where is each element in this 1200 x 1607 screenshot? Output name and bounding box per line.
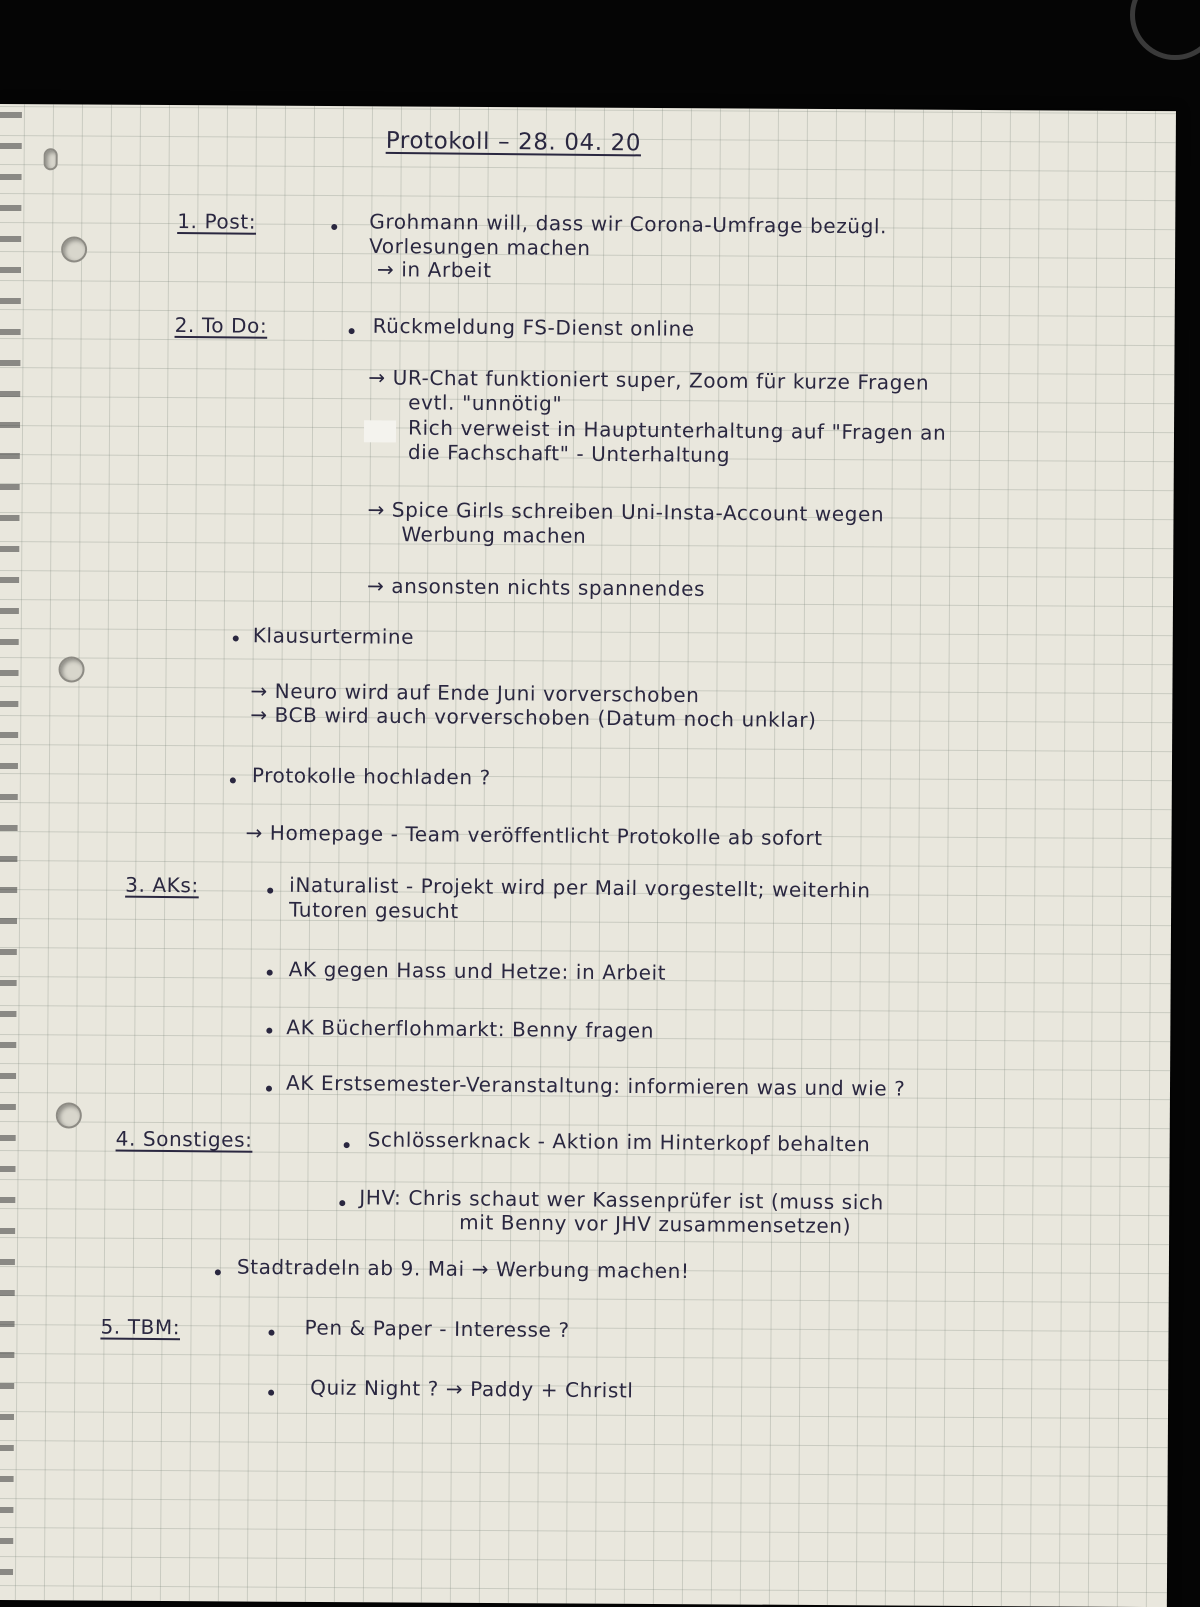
note-line: evtl. "unnötig" [408,390,563,416]
notebook-page [0,104,1176,1607]
note-line: → Spice Girls schreiben Uni-Insta-Account wegen [367,497,885,527]
note-line: → UR-Chat funktioniert super, Zoom für kurze Fragen [368,365,930,395]
note-line: Rückmeldung FS-Dienst online [372,313,695,341]
bullet [266,1028,272,1034]
bullet [215,1269,221,1275]
note-line: AK Bücherflohmarkt: Benny fragen [286,1015,655,1043]
bullet [344,1142,350,1148]
note-line: Klausurtermine [252,623,415,649]
page-title: Protokoll – 28. 04. 20 [385,127,642,157]
section-heading-post: 1. Post: [177,208,257,234]
punch-hole [61,236,87,262]
note-line: → Neuro wird auf Ende Juni vorverschoben [250,678,700,708]
note-line: Protokolle hochladen ? [251,763,491,790]
note-line: AK gegen Hass und Hetze: in Arbeit [288,957,667,985]
bullet [268,1390,274,1396]
punch-hole [58,656,84,682]
punch-hole [56,1102,82,1128]
spiral-perforation [0,104,22,1600]
punch-hole [44,148,58,170]
note-line: Vorlesungen machen [369,233,591,260]
note-line: → Homepage - Team veröffentlicht Protokolle ab sofort [245,820,823,851]
bullet [267,970,273,976]
bullet [233,635,239,641]
note-line: die Fachschaft" - Unterhaltung [407,439,731,468]
note-line: Pen & Paper - Interesse ? [304,1315,570,1342]
note-line: AK Erstsemester-Veranstaltung: informieren was und wie ? [285,1070,906,1101]
bullet [230,777,236,783]
note-line: Grohmann will, dass wir Corona-Umfrage bezügl. [369,209,888,239]
note-line: → in Arbeit [376,257,492,283]
bullet [267,888,273,894]
binder-ring-corner [1130,0,1200,60]
note-line: Tutoren gesucht [288,897,459,924]
note-line: Quiz Night ? → Paddy + Christl [310,1375,634,1403]
note-line: Werbung machen [401,522,587,548]
bullet [266,1086,272,1092]
section-heading-aks: 3. AKs: [125,872,199,898]
section-heading-sonstiges: 4. Sonstiges: [115,1126,253,1152]
note-line: → ansonsten nichts spannendes [366,573,706,601]
note-line: Stadtradeln ab 9. Mai → Werbung machen! [236,1254,690,1284]
note-line: Schlösserknack - Aktion im Hinterkopf behalten [367,1127,871,1157]
correction-fluid-mark [364,420,396,442]
bullet [331,224,337,230]
note-line: mit Benny vor JHV zusammensetzen) [459,1210,852,1238]
section-heading-tbm: 5. TBM: [100,1314,181,1340]
bullet [349,328,355,334]
bullet [339,1200,345,1206]
note-line: → BCB wird auch vorverschoben (Datum noch unklar) [250,702,817,732]
section-heading-todo: 2. To Do: [174,312,268,338]
note-line: iNaturalist - Projekt wird per Mail vorgestellt; weiterhin [289,872,871,903]
note-line: Rich verweist in Hauptunterhaltung auf "Fragen an [407,415,947,445]
bullet [268,1330,274,1336]
note-line: JHV: Chris schaut wer Kassenprüfer ist (muss sich [359,1185,884,1215]
